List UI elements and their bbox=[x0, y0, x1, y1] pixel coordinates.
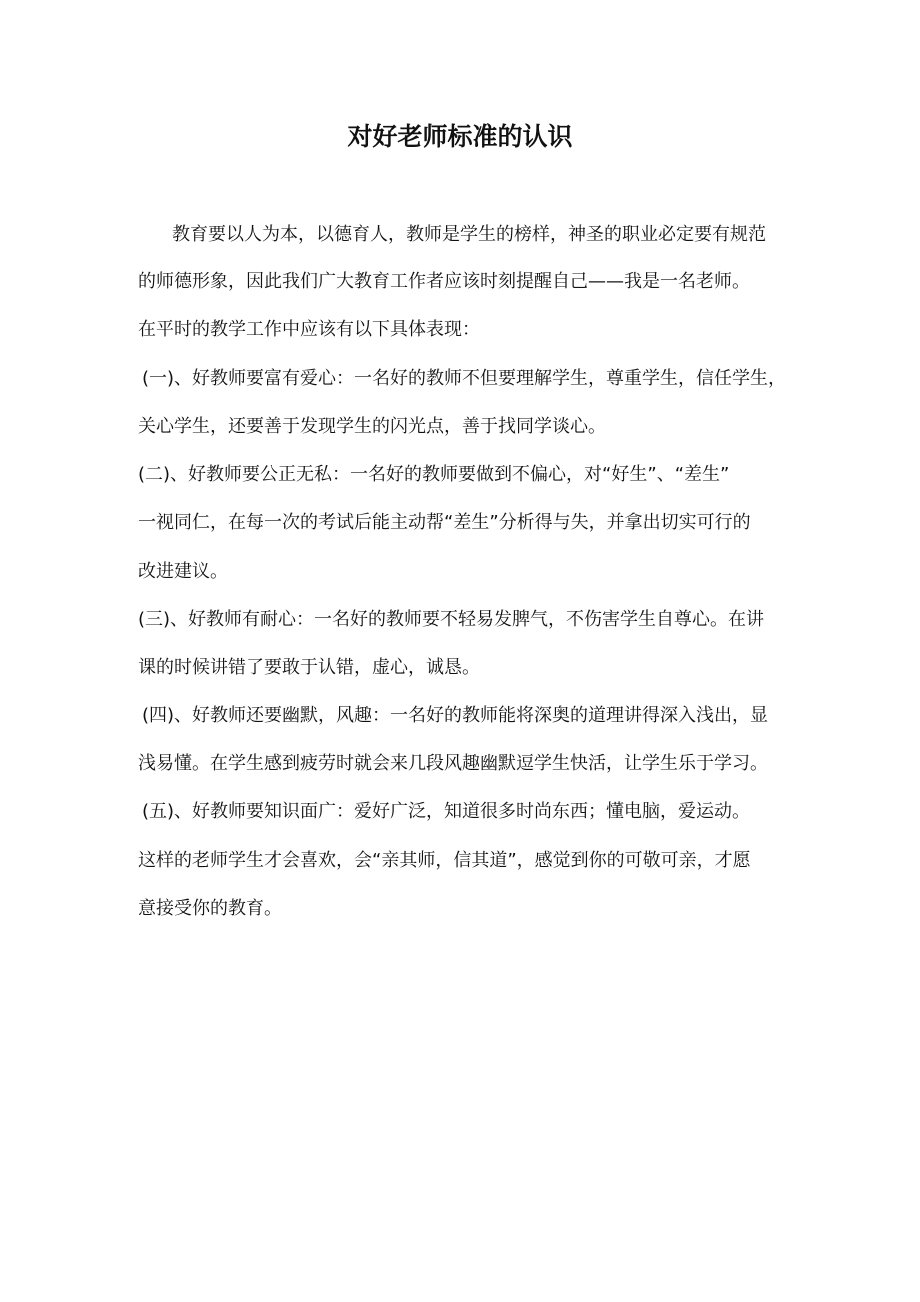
paragraph-line: 教育要以人为本，以德育人，教师是学生的榜样，神圣的职业必定要有规范 bbox=[172, 224, 766, 245]
paragraph-line: 改进建议。 bbox=[138, 561, 228, 582]
paragraph-line: (二)、好教师要公正无私：一名好的教师要做到不偏心，对“好生”、“差生” bbox=[138, 464, 730, 485]
paragraph-line: (四)、好教师还要幽默，风趣：一名好的教师能将深奥的道理讲得深入浅出，显 bbox=[142, 705, 769, 726]
paragraph-line: 这样的老师学生才会喜欢，会“亲其师，信其道”，感觉到你的可敬可亲，才愿 bbox=[138, 850, 751, 871]
paragraph-line: 在平时的教学工作中应该有以下具体表现： bbox=[138, 319, 480, 340]
paragraph-line: (三)、好教师有耐心：一名好的教师要不轻易发脾气，不伤害学生自尊心。在讲 bbox=[138, 609, 765, 630]
paragraph-line: 课的时候讲错了要敢于认错，虚心，诚恳。 bbox=[138, 657, 480, 678]
paragraph-line: (五)、好教师要知识面广：爱好广泛，知道很多时尚东西；懂电脑，爱运动。 bbox=[142, 801, 751, 822]
paragraph-line: 关心学生，还要善于发现学生的闪光点，善于找同学谈心。 bbox=[138, 416, 606, 437]
paragraph-line: 的师德形象，因此我们广大教育工作者应该时刻提醒自己——我是一名老师。 bbox=[138, 271, 750, 292]
document-title: 对好老师标准的认识 bbox=[347, 122, 573, 151]
paragraph-line: (一)、好教师要富有爱心：一名好的教师不但要理解学生，尊重学生，信任学生， bbox=[142, 368, 787, 389]
paragraph-line: 浅易懂。在学生感到疲劳时就会来几段风趣幽默逗学生快活，让学生乐于学习。 bbox=[138, 753, 768, 774]
paragraph-line: 意接受你的教育。 bbox=[138, 898, 282, 919]
paragraph-line: 一视同仁，在每一次的考试后能主动帮“差生”分析得与失，并拿出切实可行的 bbox=[138, 512, 751, 533]
